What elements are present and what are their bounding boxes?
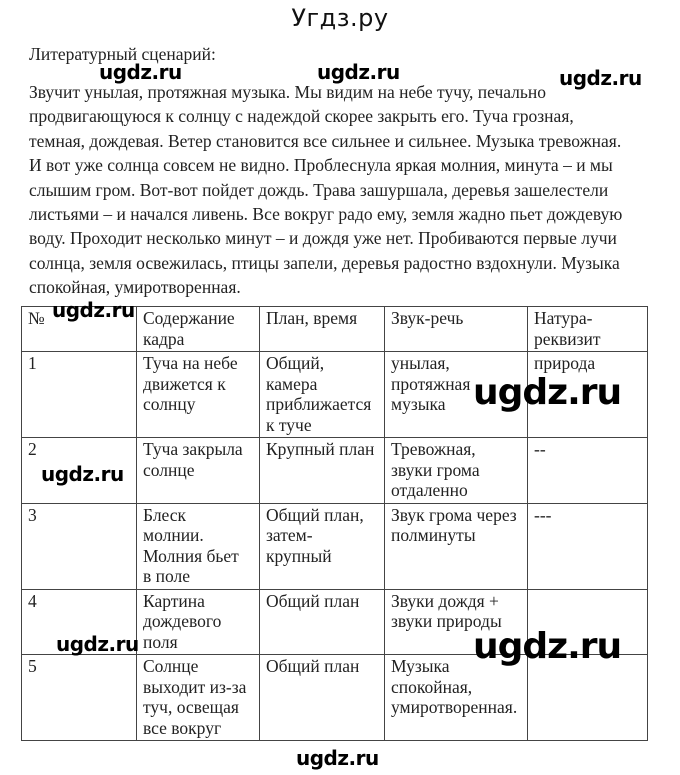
watermark: ugdz.ru [473,626,622,667]
cell-sound: Тревожная, звуки грома отдаленно [385,438,528,504]
header-cell-number: № [22,307,137,352]
cell-content: Туча на небе движется к солнцу [137,352,260,438]
site-title: Угдз.ру [291,4,389,32]
cell-plan: Крупный план [260,438,385,504]
cell-number: 4 [22,589,137,655]
cell-number: 1 [22,352,137,438]
paragraph-line: продвигающуюся к солнцу с надеждой скорее закрыть его. Туча грозная, [29,106,574,127]
cell-plan: Общий план [260,589,385,655]
table-row [22,655,648,741]
watermark: ugdz.ru [317,60,400,84]
paragraph-line: И вот уже солнца совсем не видно. Проблеснула яркая молния, минута – и мы [29,155,613,176]
header-cell-content: Содержание кадра [137,307,260,352]
paragraph-line: темная, дождевая. Ветер становится все сильнее и сильнее. Музыка тревожная. [29,130,622,151]
watermark: ugdz.ru [473,372,622,413]
header-cell-sound: Звук-речь [385,307,528,352]
paragraph-line: Звучит унылая, протяжная музыка. Мы видим на небе тучу, печально [29,82,547,102]
scenario-paragraph [29,80,659,300]
watermark: ugdz.ru [559,66,642,90]
cell-content: Картина дождевого поля [137,589,260,655]
document-heading: Литературный сценарий: [29,44,216,64]
paragraph-line: спокойная, умиротворенная. [29,277,241,298]
cell-props: --- [528,503,648,589]
table-row [22,503,648,589]
cell-content: Блеск молнии. Молния бьет в поле [137,503,260,589]
cell-sound: Музыка спокойная, умиротворенная. [385,655,528,741]
cell-number: 5 [22,655,137,741]
cell-sound: унылая, протяжная музыка [385,352,528,438]
watermark: ugdz.ru [52,298,135,322]
cell-props: -- [528,438,648,504]
watermark: ugdz.ru [56,632,139,656]
paragraph-line: солнца, земля освежилась, птицы запели, деревья радостно вздохнули. Музыка [29,252,620,273]
header-cell-plan: План, время [260,307,385,352]
paragraph-line: слышим гром. Вот-вот пойдет дождь. Трава зашуршала, деревья зашелестели [29,179,609,200]
watermark: ugdz.ru [99,60,182,84]
cell-number: 2 [22,438,137,504]
cell-props: природа [528,352,648,438]
cell-plan: Общий план, затем- крупный [260,503,385,589]
cell-content: Туча закрыла солнце [137,438,260,504]
cell-plan: Общий план [260,655,385,741]
watermark: ugdz.ru [296,746,379,770]
cell-content: Солнце выходит из-за туч, освещая все вокруг [137,655,260,741]
header-cell-props: Натура- реквизит [528,307,648,352]
paragraph-line: листьями – и начался ливень. Все вокруг радо ему, земля жадно пьет дождевую [29,204,623,225]
watermark: ugdz.ru [41,462,124,486]
cell-plan: Общий, камера приближается к туче [260,352,385,438]
cell-sound: Звук грома через полминуты [385,503,528,589]
paragraph-line: воду. Проходит несколько минут – и дождя уже нет. Пробиваются первые лучи [29,228,617,249]
cell-props [528,655,648,741]
cell-sound: Звуки дождя + звуки природы [385,589,528,655]
cell-number: 3 [22,503,137,589]
